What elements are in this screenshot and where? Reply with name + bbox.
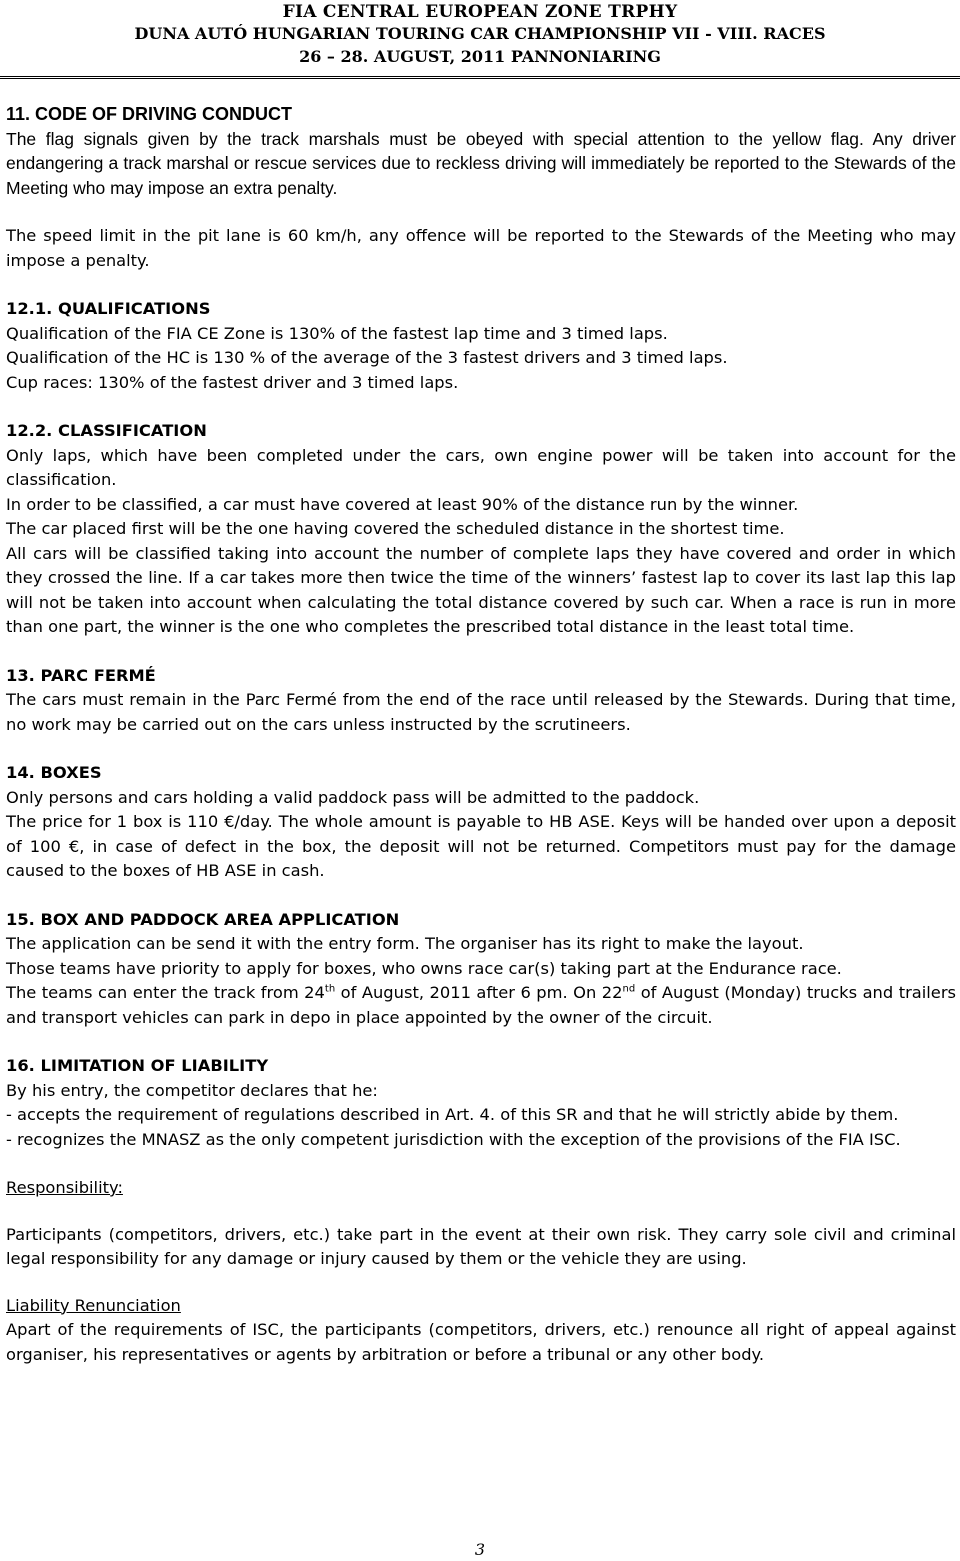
section-14-paragraph-1: Only persons and cars holding a valid paddock pass will be admitted to the paddock.	[6, 787, 700, 807]
section-15-p3-part-b: of August, 2011 after 6 pm. On 22	[335, 983, 623, 1002]
section-16-intro: By his entry, the competitor declares that he:	[6, 1080, 378, 1100]
section-12-2-paragraph-3: The car placed first will be the one having covered the scheduled distance in the shortest time.	[6, 519, 785, 538]
section-12-1-line-1: Qualification of the FIA CE Zone is 130% of the fastest lap time and 3 timed laps.	[6, 323, 668, 343]
section-15-paragraph-1: The application can be send it with the entry form. The organiser has its right to make the layout.	[6, 934, 804, 953]
section-13-title: 13. PARC FERMÉ	[6, 665, 156, 685]
liability-renunciation-heading: Liability Renunciation	[6, 1295, 181, 1315]
section-15-p3-sup-th: th	[324, 983, 336, 995]
section-11-paragraph-2: The speed limit in the pit lane is 60 km/h, any offence will be reported to the Stewards of the Meeting who may impose a penalty.	[6, 226, 956, 270]
section-14-title: 14. BOXES	[6, 763, 102, 782]
section-15-p3-part-c: of August (Monday) trucks and trailers and transport vehicles can park in depo in place appointed by the owner of the circuit.	[6, 983, 957, 1027]
section-15-p3-sup-nd: nd	[622, 983, 636, 995]
liability-renunciation-text: Apart of the requirements of ISC, the participants (competitors, drivers, etc.) renounce all right of appeal against organiser, his representatives or agents by arbitration or before a tribunal or any other body.	[6, 1320, 956, 1364]
section-12-2-paragraph-1: Only laps, which have been completed under the cars, own engine power will be taken into account for the classification.	[6, 445, 956, 489]
section-16-title: 16. LIMITATION OF LIABILITY	[6, 1056, 269, 1075]
section-11-title: 11. CODE OF DRIVING CONDUCT	[6, 104, 293, 124]
section-12-2-paragraph-4: All cars will be classified taking into account the number of complete laps they have covered and order in which they crossed the line. If a car takes more then twice the time of the winners’ fastest lap to cover its last lap this lap will not be taken into account when calculating the total distance covered by such car. When a race is run in more than one part, the winner is the one who completes the prescribed total distance in the least total time.	[6, 543, 956, 636]
section-11-paragraph-1: The flag signals given by the track marshals must be obeyed with special attention to the yellow flag. Any driver endangering a track marshal or rescue services due to reckless driving will immediately be reported to the Stewards of the Meeting who may impose an extra penalty.	[6, 128, 956, 198]
section-12-1-title: 12.1. QUALIFICATIONS	[6, 299, 211, 318]
page-number: 3	[474, 1540, 486, 1559]
section-12-2-paragraph-2: In order to be classified, a car must have covered at least 90% of the distance run by the winner.	[6, 494, 799, 514]
section-12-1-line-2: Qualification of the HC is 130 % of the average of the 3 fastest drivers and 3 timed laps.	[6, 348, 728, 367]
header-championship: DUNA AUTÓ HUNGARIAN TOURING CAR CHAMPIONSHIP VII - VIII. RACES	[134, 24, 826, 43]
header-title: FIA CENTRAL EUROPEAN ZONE TRPHY	[282, 2, 678, 22]
responsibility-text: Participants (competitors, drivers, etc.) take part in the event at their own risk. They carry sole civil and criminal legal responsibility for any damage or injury caused by them or the vehicle they are using.	[6, 1224, 956, 1268]
section-15-paragraph-2: Those teams have priority to apply for boxes, who owns race car(s) taking part at the Endurance race.	[6, 958, 842, 978]
section-15-p3-part-a: The teams can enter the track from 24	[6, 983, 325, 1002]
section-12-1-line-3: Cup races: 130% of the fastest driver and 3 timed laps.	[6, 372, 459, 392]
section-13-paragraph-1: The cars must remain in the Parc Fermé from the end of the race until released by the Stewards. During that time, no work may be carried out on the cars unless instructed by the scrutineers.	[6, 690, 956, 734]
section-15-paragraph-3	[6, 981, 956, 1030]
document-body	[6, 102, 956, 1367]
section-14-paragraph-2: The price for 1 box is 110 €/day. The whole amount is payable to HB ASE. Keys will be handed over upon a deposit of 100 €, in case of defect in the box, the deposit will not be returned. Competitors must pay for the damage caused to the boxes of HB ASE in cash.	[6, 812, 956, 880]
section-12-2-title: 12.2. CLASSIFICATION	[6, 421, 207, 440]
header-date-venue: 26 – 28. AUGUST, 2011 PANNONIARING	[299, 47, 661, 66]
section-16-bullet-2: - recognizes the MNASZ as the only competent jurisdiction with the exception of the provisions of the FIA ISC.	[6, 1129, 901, 1149]
responsibility-heading: Responsibility:	[6, 1178, 123, 1197]
section-16-bullet-1: - accepts the requirement of regulations described in Art. 4. of this SR and that he will strictly abide by them.	[6, 1105, 899, 1124]
header-divider	[0, 76, 960, 79]
section-15-title: 15. BOX AND PADDOCK AREA APPLICATION	[6, 909, 400, 929]
